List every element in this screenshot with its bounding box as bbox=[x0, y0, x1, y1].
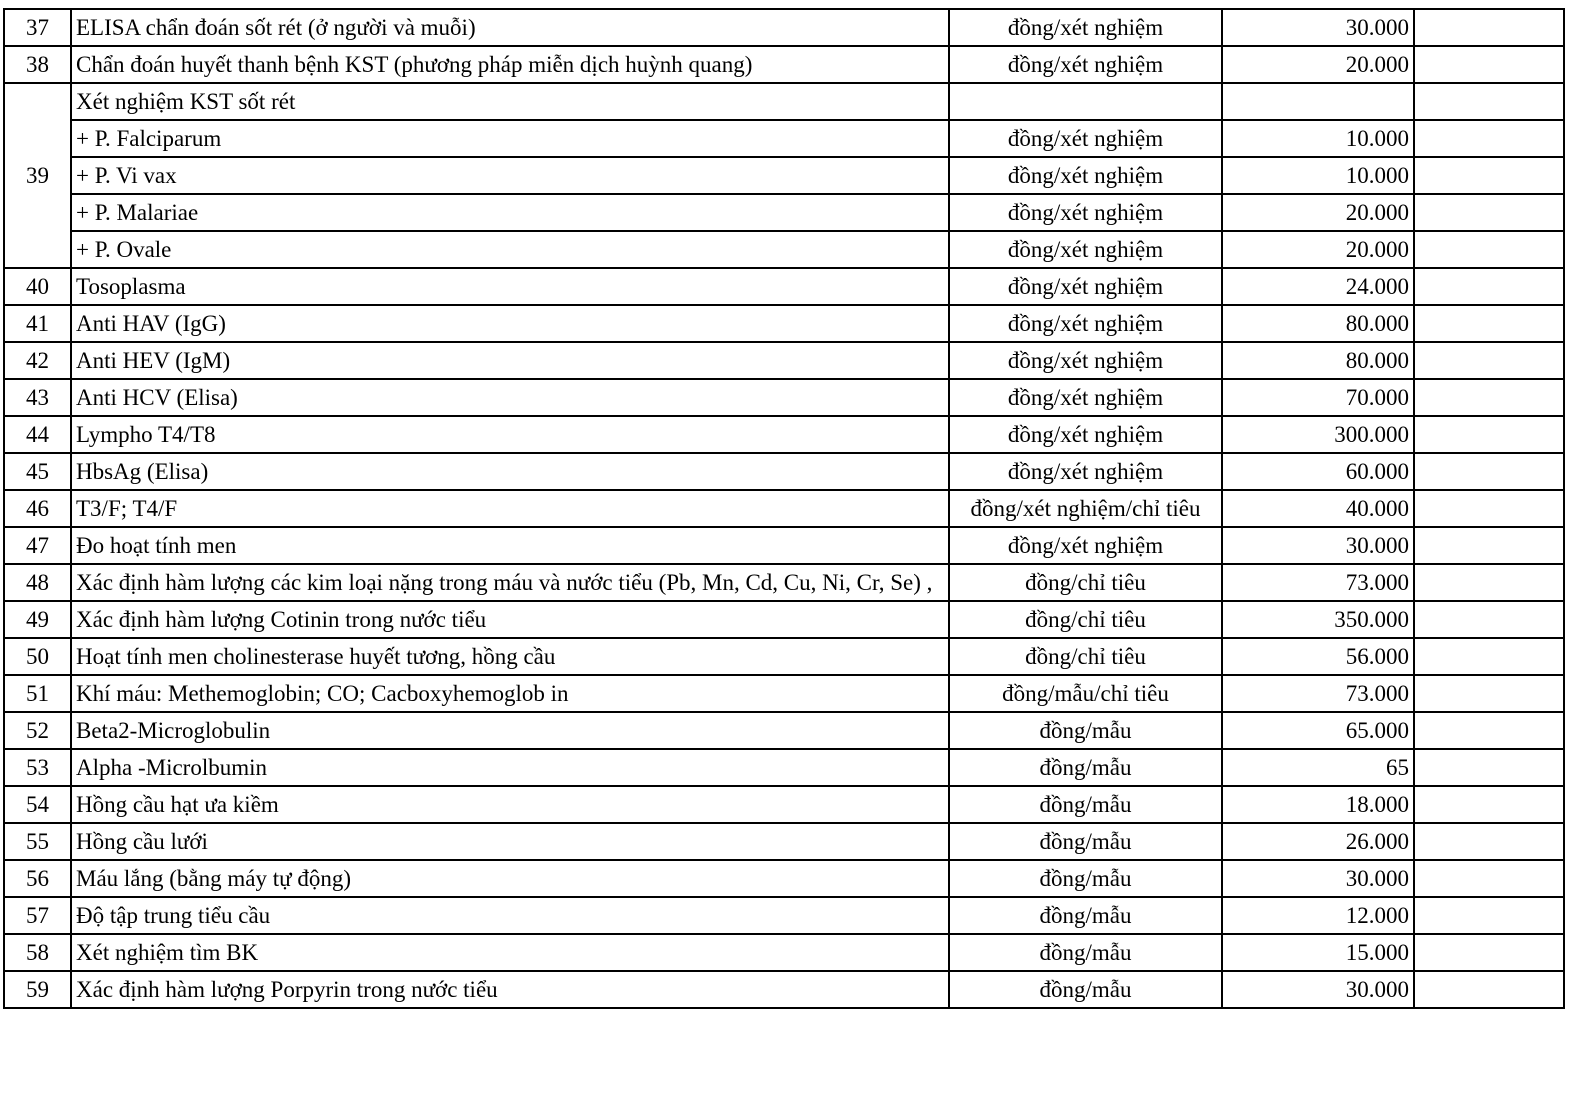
table-row bbox=[4, 83, 1564, 120]
note-cell bbox=[1414, 46, 1564, 83]
note-cell bbox=[1414, 453, 1564, 490]
note-cell bbox=[1414, 638, 1564, 675]
note-cell bbox=[1414, 379, 1564, 416]
unit-cell: đồng/xét nghiệm/chỉ tiêu bbox=[949, 490, 1222, 527]
note-cell bbox=[1414, 83, 1564, 120]
price-cell: 65 bbox=[1222, 749, 1414, 786]
price-cell: 80.000 bbox=[1222, 342, 1414, 379]
price-cell: 18.000 bbox=[1222, 786, 1414, 823]
row-number: 46 bbox=[4, 490, 71, 527]
price-cell: 60.000 bbox=[1222, 453, 1414, 490]
note-cell bbox=[1414, 194, 1564, 231]
price-cell: 20.000 bbox=[1222, 194, 1414, 231]
note-cell bbox=[1414, 934, 1564, 971]
sub-test-name: + P. Vi vax bbox=[71, 157, 949, 194]
unit-cell: đồng/mẫu/chỉ tiêu bbox=[949, 675, 1222, 712]
table-row bbox=[4, 342, 1564, 379]
test-name: Hồng cầu lưới bbox=[71, 823, 949, 860]
note-cell bbox=[1414, 860, 1564, 897]
unit-cell: đồng/xét nghiệm bbox=[949, 120, 1222, 157]
price-cell: 24.000 bbox=[1222, 268, 1414, 305]
price-cell: 10.000 bbox=[1222, 120, 1414, 157]
table-row bbox=[4, 971, 1564, 1008]
note-cell bbox=[1414, 157, 1564, 194]
test-name: Đo hoạt tính men bbox=[71, 527, 949, 564]
row-number: 55 bbox=[4, 823, 71, 860]
note-cell bbox=[1414, 823, 1564, 860]
row-number: 53 bbox=[4, 749, 71, 786]
test-name: Khí máu: Methemoglobin; CO; Cacboxyhemoglob in bbox=[71, 675, 949, 712]
row-number: 40 bbox=[4, 268, 71, 305]
unit-cell: đồng/mẫu bbox=[949, 971, 1222, 1008]
note-cell bbox=[1414, 675, 1564, 712]
price-cell: 10.000 bbox=[1222, 157, 1414, 194]
price-cell: 30.000 bbox=[1222, 9, 1414, 46]
price-cell: 40.000 bbox=[1222, 490, 1414, 527]
price-cell: 350.000 bbox=[1222, 601, 1414, 638]
note-cell bbox=[1414, 490, 1564, 527]
test-name: Anti HEV (IgM) bbox=[71, 342, 949, 379]
price-cell: 30.000 bbox=[1222, 527, 1414, 564]
row-number: 58 bbox=[4, 934, 71, 971]
note-cell bbox=[1414, 564, 1564, 601]
test-name: Xét nghiệm tìm BK bbox=[71, 934, 949, 971]
test-name: Anti HCV (Elisa) bbox=[71, 379, 949, 416]
table-row bbox=[4, 897, 1564, 934]
unit-cell: đồng/chỉ tiêu bbox=[949, 564, 1222, 601]
price-cell: 80.000 bbox=[1222, 305, 1414, 342]
table-row bbox=[4, 749, 1564, 786]
row-number: 39 bbox=[4, 83, 71, 268]
note-cell bbox=[1414, 268, 1564, 305]
unit-cell: đồng/xét nghiệm bbox=[949, 231, 1222, 268]
row-number: 54 bbox=[4, 786, 71, 823]
price-cell: 20.000 bbox=[1222, 46, 1414, 83]
test-name: Beta2-Microglobulin bbox=[71, 712, 949, 749]
price-cell: 12.000 bbox=[1222, 897, 1414, 934]
test-name: T3/F; T4/F bbox=[71, 490, 949, 527]
note-cell bbox=[1414, 120, 1564, 157]
table-row bbox=[4, 712, 1564, 749]
note-cell bbox=[1414, 712, 1564, 749]
test-name: Xác định hàm lượng Porpyrin trong nước tiểu bbox=[71, 971, 949, 1008]
note-cell bbox=[1414, 601, 1564, 638]
note-cell bbox=[1414, 305, 1564, 342]
test-name: Xác định hàm lượng các kim loại nặng trong máu và nước tiểu (Pb, Mn, Cd, Cu, Ni, Cr, Se) , bbox=[71, 564, 949, 601]
unit-cell: đồng/xét nghiệm bbox=[949, 342, 1222, 379]
table-row bbox=[4, 564, 1564, 601]
price-cell: 73.000 bbox=[1222, 675, 1414, 712]
test-name: Hồng cầu hạt ưa kiềm bbox=[71, 786, 949, 823]
row-number: 42 bbox=[4, 342, 71, 379]
unit-cell: đồng/xét nghiệm bbox=[949, 416, 1222, 453]
unit-cell bbox=[949, 83, 1222, 120]
table-row bbox=[4, 638, 1564, 675]
unit-cell: đồng/mẫu bbox=[949, 786, 1222, 823]
table-row bbox=[4, 416, 1564, 453]
unit-cell: đồng/mẫu bbox=[949, 749, 1222, 786]
unit-cell: đồng/chỉ tiêu bbox=[949, 638, 1222, 675]
price-cell: 73.000 bbox=[1222, 564, 1414, 601]
row-number: 52 bbox=[4, 712, 71, 749]
sub-test-name: + P. Falciparum bbox=[71, 120, 949, 157]
row-number: 47 bbox=[4, 527, 71, 564]
table-row bbox=[4, 453, 1564, 490]
table-subrow bbox=[4, 231, 1564, 268]
unit-cell: đồng/mẫu bbox=[949, 823, 1222, 860]
row-number: 50 bbox=[4, 638, 71, 675]
price-cell: 26.000 bbox=[1222, 823, 1414, 860]
sub-test-name: + P. Malariae bbox=[71, 194, 949, 231]
price-cell: 65.000 bbox=[1222, 712, 1414, 749]
note-cell bbox=[1414, 971, 1564, 1008]
note-cell bbox=[1414, 416, 1564, 453]
test-name: Xác định hàm lượng Cotinin trong nước tiểu bbox=[71, 601, 949, 638]
table-row bbox=[4, 675, 1564, 712]
note-cell bbox=[1414, 786, 1564, 823]
table-row bbox=[4, 786, 1564, 823]
price-cell: 300.000 bbox=[1222, 416, 1414, 453]
test-name: Alpha -Microlbumin bbox=[71, 749, 949, 786]
unit-cell: đồng/xét nghiệm bbox=[949, 9, 1222, 46]
unit-cell: đồng/xét nghiệm bbox=[949, 46, 1222, 83]
table-subrow bbox=[4, 194, 1564, 231]
price-table bbox=[3, 8, 1565, 1009]
table-subrow bbox=[4, 120, 1564, 157]
unit-cell: đồng/xét nghiệm bbox=[949, 453, 1222, 490]
table-row bbox=[4, 934, 1564, 971]
test-name: ELISA chẩn đoán sốt rét (ở người và muỗi) bbox=[71, 9, 949, 46]
sub-test-name: + P. Ovale bbox=[71, 231, 949, 268]
test-name: Tosoplasma bbox=[71, 268, 949, 305]
price-cell: 70.000 bbox=[1222, 379, 1414, 416]
test-name: Hoạt tính men cholinesterase huyết tương, hồng cầu bbox=[71, 638, 949, 675]
table-row bbox=[4, 9, 1564, 46]
note-cell bbox=[1414, 9, 1564, 46]
row-number: 37 bbox=[4, 9, 71, 46]
table-row bbox=[4, 268, 1564, 305]
test-name: Lympho T4/T8 bbox=[71, 416, 949, 453]
row-number: 43 bbox=[4, 379, 71, 416]
note-cell bbox=[1414, 749, 1564, 786]
unit-cell: đồng/chỉ tiêu bbox=[949, 601, 1222, 638]
unit-cell: đồng/xét nghiệm bbox=[949, 305, 1222, 342]
note-cell bbox=[1414, 527, 1564, 564]
note-cell bbox=[1414, 897, 1564, 934]
note-cell bbox=[1414, 231, 1564, 268]
test-name: Máu lắng (bằng máy tự động) bbox=[71, 860, 949, 897]
table-row bbox=[4, 46, 1564, 83]
test-name: HbsAg (Elisa) bbox=[71, 453, 949, 490]
price-cell: 30.000 bbox=[1222, 971, 1414, 1008]
unit-cell: đồng/mẫu bbox=[949, 860, 1222, 897]
table-row bbox=[4, 305, 1564, 342]
unit-cell: đồng/xét nghiệm bbox=[949, 379, 1222, 416]
unit-cell: đồng/xét nghiệm bbox=[949, 157, 1222, 194]
row-number: 57 bbox=[4, 897, 71, 934]
test-name: Độ tập trung tiểu cầu bbox=[71, 897, 949, 934]
note-cell bbox=[1414, 342, 1564, 379]
unit-cell: đồng/mẫu bbox=[949, 712, 1222, 749]
row-number: 51 bbox=[4, 675, 71, 712]
test-name: Xét nghiệm KST sốt rét bbox=[71, 83, 949, 120]
price-cell bbox=[1222, 83, 1414, 120]
price-table-body bbox=[4, 9, 1564, 1008]
price-cell: 15.000 bbox=[1222, 934, 1414, 971]
price-cell: 30.000 bbox=[1222, 860, 1414, 897]
row-number: 44 bbox=[4, 416, 71, 453]
table-row bbox=[4, 823, 1564, 860]
unit-cell: đồng/xét nghiệm bbox=[949, 268, 1222, 305]
row-number: 49 bbox=[4, 601, 71, 638]
row-number: 59 bbox=[4, 971, 71, 1008]
unit-cell: đồng/xét nghiệm bbox=[949, 194, 1222, 231]
row-number: 48 bbox=[4, 564, 71, 601]
row-number: 41 bbox=[4, 305, 71, 342]
unit-cell: đồng/xét nghiệm bbox=[949, 527, 1222, 564]
row-number: 38 bbox=[4, 46, 71, 83]
table-row bbox=[4, 860, 1564, 897]
table-subrow bbox=[4, 157, 1564, 194]
table-row bbox=[4, 601, 1564, 638]
price-cell: 56.000 bbox=[1222, 638, 1414, 675]
table-row bbox=[4, 490, 1564, 527]
test-name: Chẩn đoán huyết thanh bệnh KST (phương pháp miễn dịch huỳnh quang) bbox=[71, 46, 949, 83]
test-name: Anti HAV (IgG) bbox=[71, 305, 949, 342]
table-row bbox=[4, 379, 1564, 416]
unit-cell: đồng/mẫu bbox=[949, 934, 1222, 971]
row-number: 56 bbox=[4, 860, 71, 897]
row-number: 45 bbox=[4, 453, 71, 490]
price-cell: 20.000 bbox=[1222, 231, 1414, 268]
unit-cell: đồng/mẫu bbox=[949, 897, 1222, 934]
table-row bbox=[4, 527, 1564, 564]
